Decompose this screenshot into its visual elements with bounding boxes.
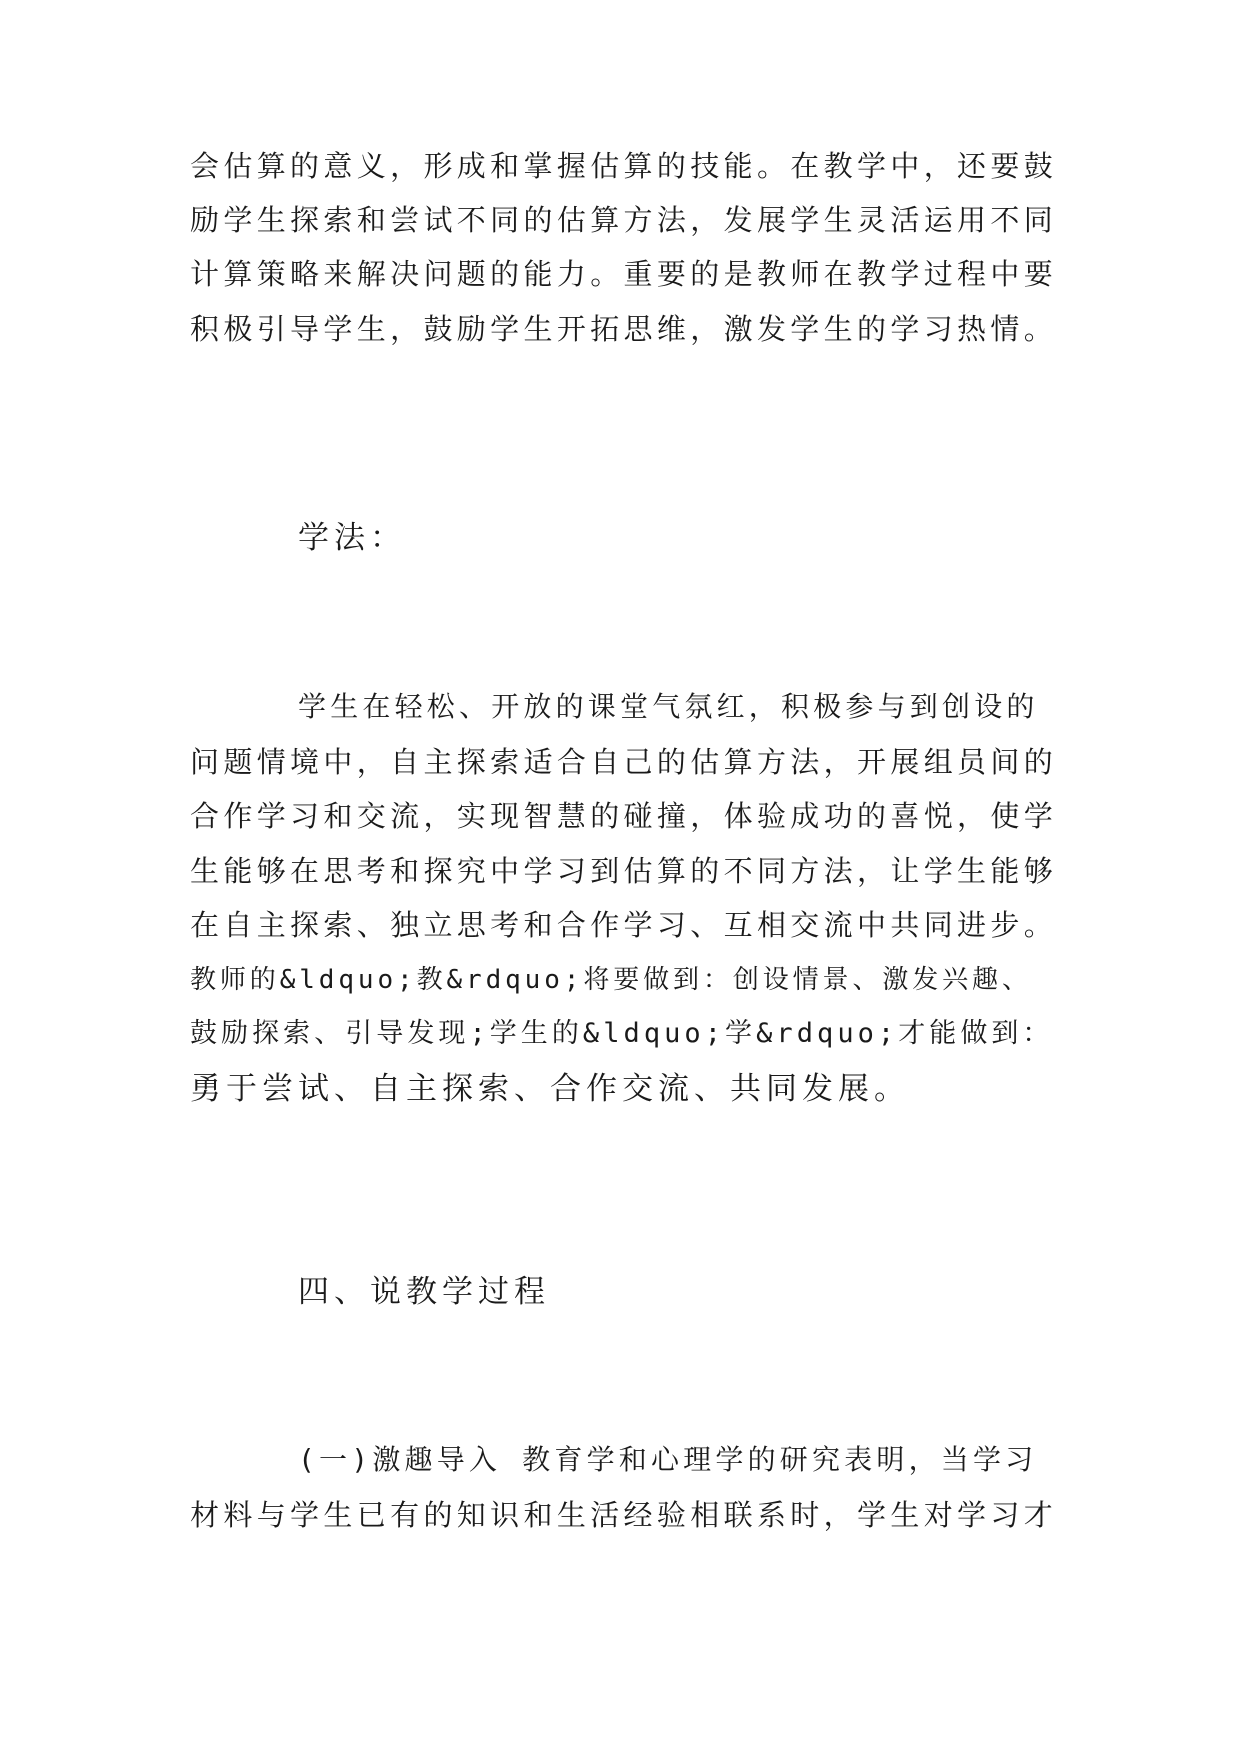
paragraph-line: 材料与学生已有的知识和生活经验相联系时，学生对学习才 xyxy=(190,1498,1058,1532)
paragraph-line: 问题情境中，自主探索适合自己的估算方法，开展组员间的 xyxy=(190,745,1058,779)
section-heading-study-method: 学法： xyxy=(298,520,406,556)
paragraph-line: 勇于尝试、自主探索、合作交流、共同发展。 xyxy=(190,1071,910,1107)
paragraph-line: 教师的&ldquo;教&rdquo;将要做到：创设情景、激发兴趣、 xyxy=(190,965,1032,995)
paragraph-line: 合作学习和交流，实现智慧的碰撞，体验成功的喜悦，使学 xyxy=(190,799,1058,833)
paragraph-line: 生能够在思考和探究中学习到估算的不同方法，让学生能够 xyxy=(190,854,1058,888)
paragraph-line: 会估算的意义，形成和掌握估算的技能。在教学中，还要鼓 xyxy=(190,149,1058,183)
paragraph-line: 积极引导学生，鼓励学生开拓思维，激发学生的学习热情。 xyxy=(190,312,1058,346)
paragraph-line: 励学生探索和尝试不同的估算方法，发展学生灵活运用不同 xyxy=(190,203,1058,237)
section-heading-teaching-process: 四、说教学过程 xyxy=(298,1274,550,1310)
paragraph-line: 计算策略来解决问题的能力。重要的是教师在教学过程中要 xyxy=(190,257,1058,291)
paragraph-line: 学生在轻松、开放的课堂气氛红，积极参与到创设的 xyxy=(298,690,1039,723)
paragraph-line: 鼓励探索、引导发现;学生的&ldquo;学&rdquo;才能做到： xyxy=(190,1018,1054,1049)
paragraph-line: (一)激趣导入 教育学和心理学的研究表明，当学习 xyxy=(298,1443,1038,1476)
paragraph-line: 在自主探索、独立思考和合作学习、互相交流中共同进步。 xyxy=(190,908,1058,942)
